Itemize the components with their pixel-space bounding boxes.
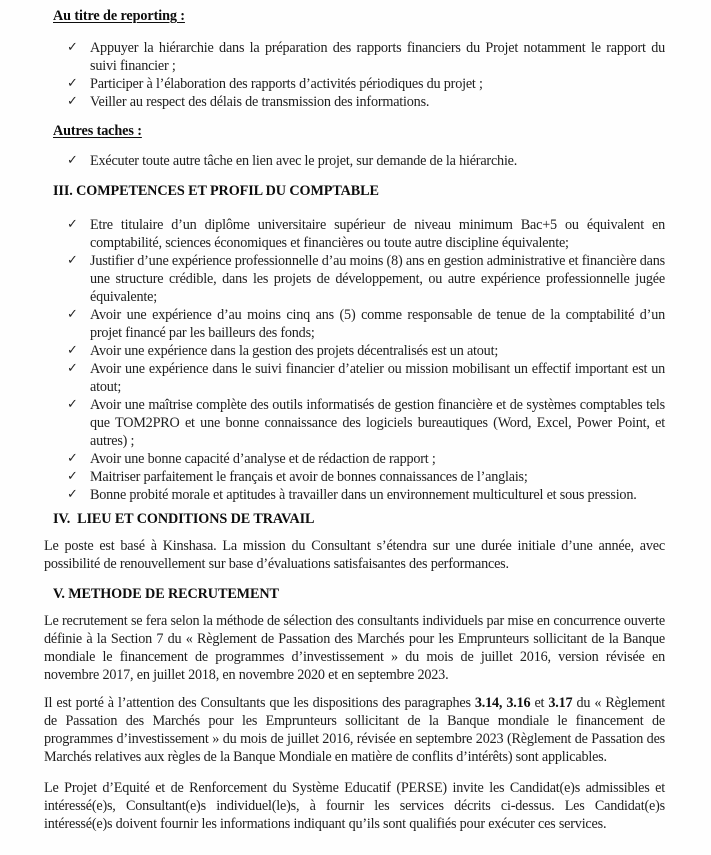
check-icon: ✓ xyxy=(67,487,78,502)
checklist-item-text: Etre titulaire d’un diplôme universitaire supérieur de niveau minimum Bac+5 ou équivalent en comptabilité, sciences économiques et financières ou toute autre discipline équivalente; xyxy=(90,217,665,251)
section-v-paragraph-3: Le Projet d’Equité et de Renforcement du Système Educatif (PERSE) invite les Candidat(e)s admissibles et intéressé(e)s, Consultant(e)s individuel(le)s, à fournir les services décrits ci-dessus. Les Candidat(e)s intéressé(e)s doivent fournir les informations indiquant qu’ils sont qualifiés pour exécuter ces services. xyxy=(44,780,665,832)
checklist-item-text: Avoir une expérience dans le suivi financier d’atelier ou mission mobilisant un effectif important est un atout; xyxy=(90,361,665,395)
check-icon: ✓ xyxy=(67,40,78,55)
autres-taches-checklist xyxy=(44,152,665,170)
checklist-item-text: Maitriser parfaitement le français et avoir de bonnes connaissances de l’anglais; xyxy=(90,469,528,485)
checklist-item xyxy=(44,93,665,111)
checklist-item xyxy=(44,360,665,396)
check-icon: ✓ xyxy=(67,76,78,91)
checklist-item-text: Participer à l’élaboration des rapports d’activités périodiques du projet ; xyxy=(90,76,483,92)
paragraph-run: Il est porté à l’attention des Consultants que les dispositions des paragraphes xyxy=(44,695,475,711)
section-v-paragraph-2 xyxy=(44,694,665,766)
checklist-item xyxy=(44,252,665,306)
check-icon: ✓ xyxy=(67,397,78,412)
checklist-item-text: Bonne probité morale et aptitudes à travailler dans un environnement multiculturel et sous pression. xyxy=(90,487,637,503)
checklist-item xyxy=(44,216,665,252)
checklist-item-text: Avoir une expérience d’au moins cinq ans (5) comme responsable de tenue de la comptabilité d’un projet financé par les bailleurs des fonds; xyxy=(90,307,665,341)
checklist-item xyxy=(44,306,665,342)
checklist-item xyxy=(44,450,665,468)
checklist-item-text: Avoir une expérience dans la gestion des projets décentralisés est un atout; xyxy=(90,343,499,359)
checklist-item xyxy=(44,39,665,75)
checklist-item-text: Avoir une bonne capacité d’analyse et de rédaction de rapport ; xyxy=(90,451,436,467)
checklist-item xyxy=(44,468,665,486)
check-icon: ✓ xyxy=(67,94,78,109)
section-iii-heading: III. COMPETENCES ET PROFIL DU COMPTABLE xyxy=(53,183,379,199)
paragraph-run-bold: 3.14, 3.16 xyxy=(474,695,531,711)
paragraph-run: du « Règlement de Passation des Marchés pour les Emprunteurs sollicitant de la Banque mondiale le financement de programmes d’investissement » du mois de juillet 2016, révisée en septembre 2023 (Règlement de Passation des Marchés relatives aux règles de la Banque Mondiale en matière de conflits d’intérêts) sont applicables. xyxy=(44,695,665,765)
checklist-item-text: Justifier d’une expérience professionnelle d’au moins (8) ans en gestion administrative et financière dans une structure crédible, dans les projets de développement, ou autre expérience professionnelle jugée équivalente; xyxy=(90,253,665,305)
checklist-item-text: Exécuter toute autre tâche en lien avec le projet, sur demande de la hiérarchie. xyxy=(90,153,518,169)
check-icon: ✓ xyxy=(67,469,78,484)
section-v-paragraph-1: Le recrutement se fera selon la méthode de sélection des consultants individuels par mise en concurrence ouverte définie à la Section 7 du « Règlement de Passation des Marchés pour les Emprunteurs sollicitant de la Banque mondiale le financement de programmes d’investissement » du mois de juillet 2016, version révisée en novembre 2017, en juillet 2018, en novembre 2020 et en septembre 2023. xyxy=(44,613,665,683)
check-icon: ✓ xyxy=(67,361,78,376)
reporting-section-heading: Au titre de reporting : xyxy=(53,8,185,24)
reporting-checklist xyxy=(44,39,665,111)
paragraph-run-bold: 3.17 xyxy=(548,695,573,711)
checklist-item xyxy=(44,342,665,360)
check-icon: ✓ xyxy=(67,451,78,466)
paragraph-run: et xyxy=(530,695,549,711)
section-v-heading: V. METHODE DE RECRUTEMENT xyxy=(53,586,279,602)
check-icon: ✓ xyxy=(67,307,78,322)
checklist-item-text: Veiller au respect des délais de transmission des informations. xyxy=(90,94,430,110)
check-icon: ✓ xyxy=(67,253,78,268)
check-icon: ✓ xyxy=(67,217,78,232)
check-icon: ✓ xyxy=(67,343,78,358)
checklist-item xyxy=(44,152,665,170)
checklist-item xyxy=(44,486,665,504)
section-iv-heading: IV. LIEU ET CONDITIONS DE TRAVAIL xyxy=(53,511,315,527)
checklist-item xyxy=(44,75,665,93)
checklist-item-text: Avoir une maîtrise complète des outils informatisés de gestion financière et de systèmes comptables tels que TOM2PRO et une bonne connaissance des logiciels bureautiques (Word, Excel, Power Point, et autres) ; xyxy=(90,397,665,449)
section-iv-paragraph: Le poste est basé à Kinshasa. La mission du Consultant s’étendra sur une durée initiale d’une année, avec possibilité de renouvellement sur base d’évaluations satisfaisantes des performances. xyxy=(44,538,665,572)
autres-taches-heading: Autres taches : xyxy=(53,123,142,139)
checklist-item xyxy=(44,396,665,450)
section-iii-checklist xyxy=(44,216,665,504)
check-icon: ✓ xyxy=(67,153,78,168)
checklist-item-text: Appuyer la hiérarchie dans la préparation des rapports financiers du Projet notamment le rapport du suivi financier ; xyxy=(90,40,665,74)
